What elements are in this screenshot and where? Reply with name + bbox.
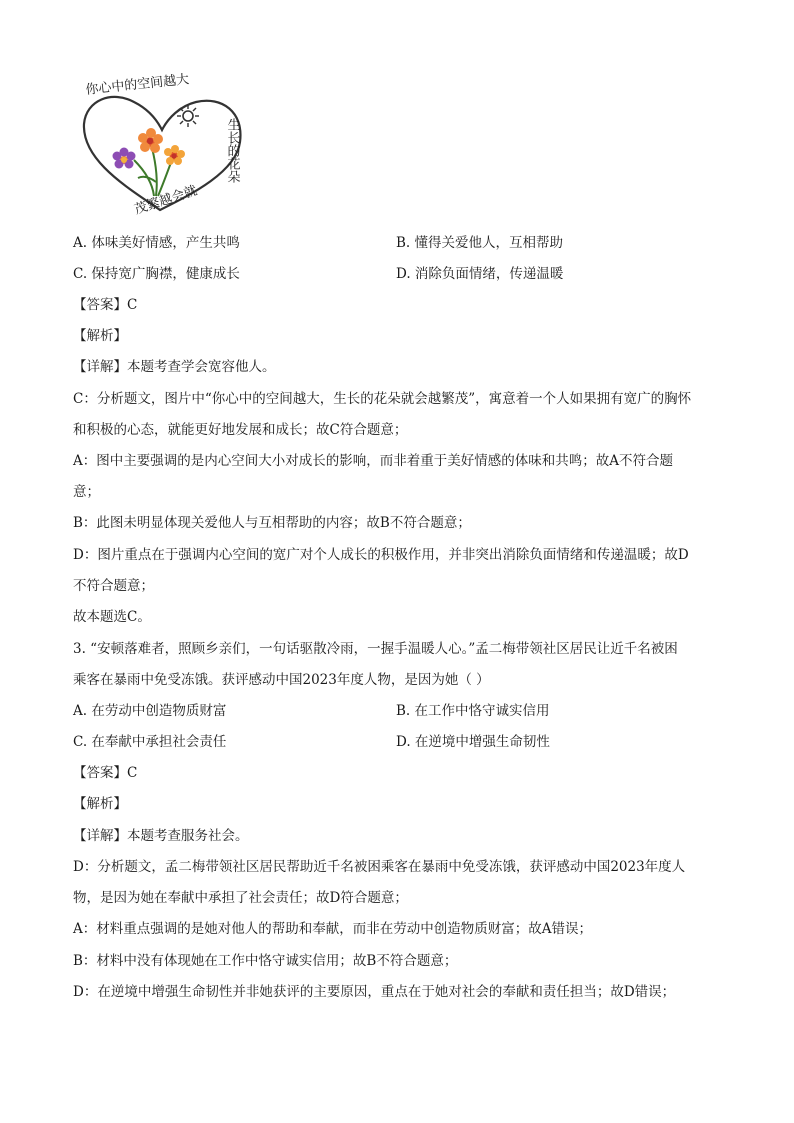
q2-analysis-label: 【解析】 [73, 328, 127, 344]
q2-detail [73, 357, 276, 377]
q3-detail [73, 826, 249, 846]
q3-answer-label: 【答案】 [73, 765, 127, 781]
q3-detail-intro: 本题考查服务社会。 [127, 828, 249, 844]
q3-line-5: D：在逆境中增强生命韧性并非她获评的主要原因，重点在于她对社会的奉献和责任担当；故D错误； [73, 984, 676, 1000]
q3-line-1: D：分析题文，孟二梅带领社区居民帮助近千名被困乘客在暴雨中免受冻饿，获评感动中国2023年度人 [73, 859, 686, 875]
q2-option-a: A. 体味美好情感，产生共鸣 [73, 235, 240, 251]
q2-line-2: 和积极的心态，就能更好地发展和成长；故C符合题意； [73, 422, 408, 438]
q3-option-d: D. 在逆境中增强生命韧性 [396, 734, 550, 750]
q2-line-5: B：此图未明显体现关爱他人与互相帮助的内容；故B不符合题意； [73, 515, 471, 531]
illustration-right-text: 生长的花朵 [224, 118, 240, 183]
q3-line-4: B：材料中没有体现她在工作中恪守诚实信用；故B不符合题意； [73, 953, 458, 969]
q3-line-2: 物，是因为她在奉献中承担了社会责任；故D符合题意； [73, 890, 408, 906]
q3-option-a: A. 在劳动中创造物质财富 [73, 703, 227, 719]
heart-flower-illustration [72, 72, 252, 220]
q3-detail-label: 【详解】 [73, 828, 127, 844]
q2-detail-intro: 本题考查学会宽容他人。 [127, 359, 276, 375]
q2-answer-value: C [127, 297, 138, 313]
q2-line-6: D：图片重点在于强调内心空间的宽广对个人成长的积极作用，并非突出消除负面情绪和传递温暖；故D [73, 547, 689, 563]
illustration-bottom-text: 茂繁越会就 [132, 183, 200, 218]
q3-stem-line-2: 乘客在暴雨中免受冻饿。获评感动中国2023年度人物，是因为她（ ） [73, 672, 490, 688]
q3-stem-line-1: 3. “安顿落难者，照顾乡亲们，一句话驱散冷雨，一握手温暖人心。”孟二梅带领社区居民让近千名被困 [73, 641, 678, 657]
q2-option-b: B. 懂得关爱他人，互相帮助 [396, 235, 564, 251]
q3-answer [73, 763, 137, 783]
q2-answer-label: 【答案】 [73, 297, 127, 313]
q2-line-8: 故本题选C。 [73, 609, 151, 625]
illustration-title-arc: 你心中的空间越大 [84, 72, 190, 98]
q2-option-d: D. 消除负面情绪，传递温暖 [396, 266, 564, 282]
q2-line-1: C：分析题文，图片中“你心中的空间越大，生长的花朵就会越繁茂”，寓意着一个人如果拥有宽广的胸怀 [73, 391, 692, 407]
q3-line-3: A：材料重点强调的是她对他人的帮助和奉献，而非在劳动中创造物质财富；故A错误； [73, 921, 592, 937]
q2-line-7: 不符合题意； [73, 578, 154, 594]
q3-option-b: B. 在工作中恪守诚实信用 [396, 703, 550, 719]
q2-line-4: 意； [73, 484, 100, 500]
q3-analysis-label: 【解析】 [73, 796, 127, 812]
q3-answer-value: C [127, 765, 138, 781]
q2-detail-label: 【详解】 [73, 359, 127, 375]
q2-line-3: A：图中主要强调的是内心空间大小对成长的影响，而非着重于美好情感的体味和共鸣；故A不符合题 [73, 453, 673, 469]
q2-answer [73, 295, 137, 315]
q2-option-c: C. 保持宽广胸襟，健康成长 [73, 266, 240, 282]
q3-option-c: C. 在奉献中承担社会责任 [73, 734, 227, 750]
heart-flower-icon [72, 72, 252, 220]
